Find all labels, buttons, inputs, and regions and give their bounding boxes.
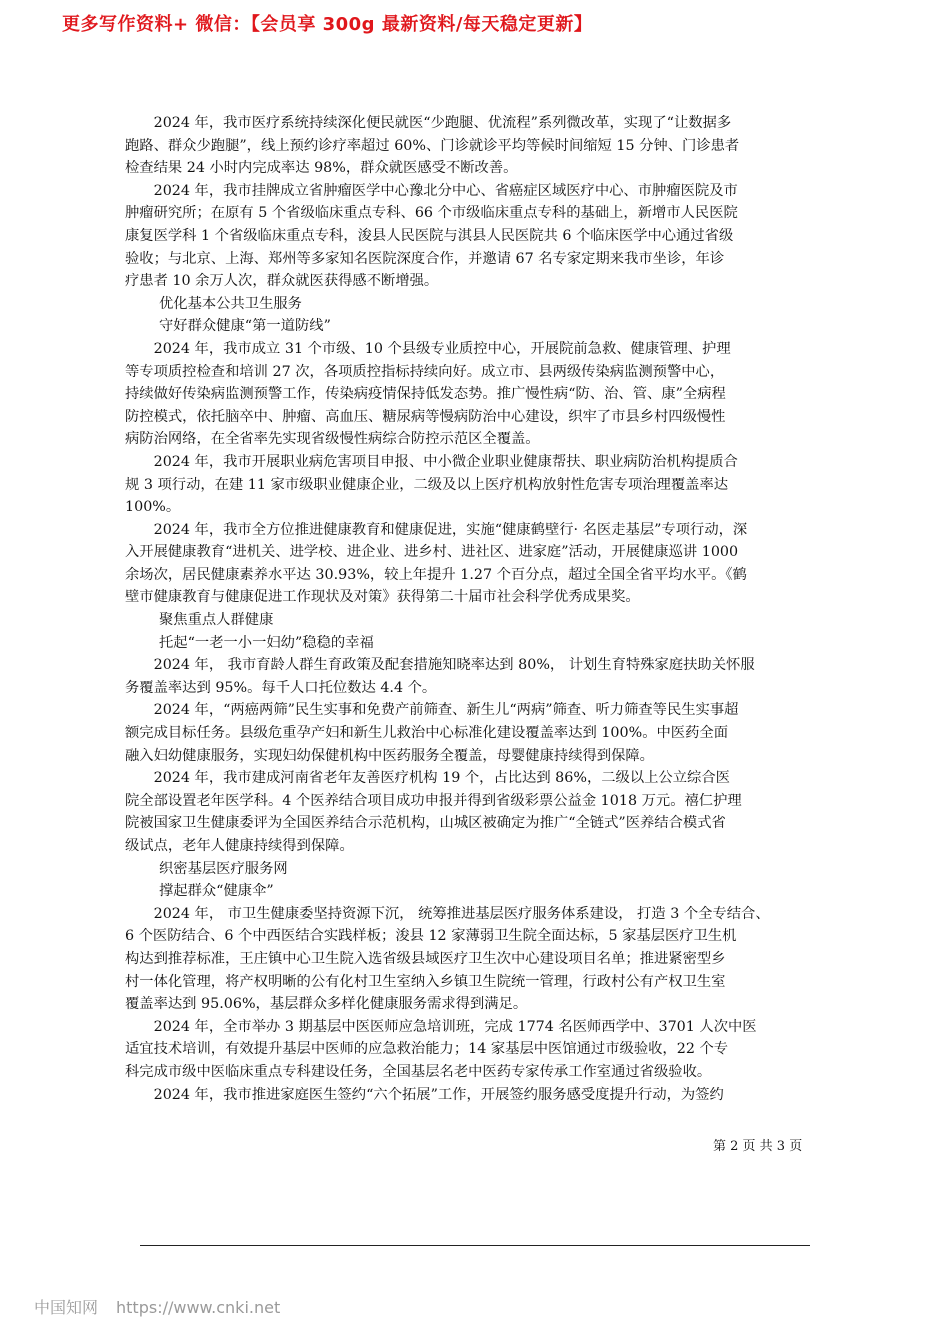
paragraph-line: 疗患者 10 余万人次，群众就医获得感不断增强。: [125, 273, 439, 290]
watermark-url: https://www.cnki.net: [116, 1298, 281, 1317]
paragraph-line: 融入妇幼健康服务，实现妇幼保健机构中医药服务全覆盖，母婴健康持续得到保障。: [125, 747, 654, 764]
paragraph-line: 病防治网络，在全省率先实现省级慢性病综合防控示范区全覆盖。: [125, 431, 540, 448]
paragraph-line: 院被国家卫生健康委评为全国医养结合示范机构，山城区被确定为推广“全链式”医养结合模式省: [125, 815, 726, 832]
paragraph-line: 肿瘤研究所；在原有 5 个省级临床重点专科、66 个市级临床重点专科的基础上，新增市人民医院: [125, 205, 738, 222]
paragraph-line: 等专项质控检查和培训 27 次，各项质控指标持续向好。成立市、县两级传染病监测预警中心，: [125, 363, 725, 380]
paragraph-line: 跑路、群众少跑腿”，线上预约诊疗率超过 60%、门诊就诊平均等候时间缩短 15 分钟、门诊患者: [125, 137, 740, 154]
paragraph-line: 2024 年， 市卫生健康委坚持资源下沉， 统筹推进基层医疗服务体系建设， 打造 3 个全专结合、: [125, 905, 770, 922]
paragraph-line: 务覆盖率达到 95%。每千人口托位数达 4.4 个。: [125, 679, 437, 696]
paragraph-line: 持续做好传染病监测预警工作，传染病疫情保持低发态势。推广慢性病“防、治、管、康”全病程: [125, 386, 726, 403]
paragraph-line: 壁市健康教育与健康促进工作现状及对策》获得第二十届市社会科学优秀成果奖。: [125, 589, 640, 606]
paragraph-line: 2024 年，我市全方位推进健康教育和健康促进，实施“健康鹤壁行· 名医走基层”专项行动，深: [125, 521, 748, 538]
paragraph-line: 康复医学科 1 个省级临床重点专科，浚县人民医院与淇县人民医院共 6 个临床医学中心通过省级: [125, 227, 734, 244]
paragraph-line: 2024 年，我市开展职业病危害项目申报、中小微企业职业健康帮扶、职业病防治机构提质合: [125, 453, 738, 470]
paragraph-line: 覆盖率达到 95.06%，基层群众多样化健康服务需求得到满足。: [125, 996, 528, 1013]
paragraph-line: 2024 年，我市挂牌成立省肿瘤医学中心豫北分中心、省癌症区域医疗中心、市肿瘤医院及市: [125, 182, 738, 199]
paragraph-line: 村一体化管理，将产权明晰的公有化村卫生室纳入乡镇卫生院统一管理，行政村公有产权卫生室: [125, 973, 726, 990]
paragraph-line: 科完成市级中医临床重点专科建设任务，全国基层名老中医药专家传承工作室通过省级验收。: [125, 1063, 712, 1080]
section-heading: 守好群众健康“第一道防线”: [159, 318, 331, 335]
promo-banner: 更多写作资料+ 微信：【会员享 300g 最新资料/每天稳定更新】: [62, 14, 593, 35]
paragraph-line: 防控模式，依托脑卒中、肿瘤、高血压、糖尿病等慢病防治中心建设，织牢了市县乡村四级慢性: [125, 408, 726, 425]
paragraph-line: 2024 年，我市建成河南省老年友善医疗机构 19 个，占比达到 86%，二级以上公立综合医: [125, 770, 730, 787]
paragraph-line: 入开展健康教育“进机关、进学校、进企业、进乡村、进社区、进家庭”活动，开展健康巡讲 1000: [125, 544, 739, 561]
document-body: [125, 112, 825, 1106]
paragraph-line: 级试点，老年人健康持续得到保障。: [125, 838, 354, 854]
paragraph-line: 验收；与北京、上海、郑州等多家知名医院深度合作，并邀请 67 名专家定期来我市坐诊，年诊: [125, 250, 725, 267]
paragraph-line: 额完成目标任务。县级危重孕产妇和新生儿救治中心标准化建设覆盖率达到 100%。中医药全面: [125, 725, 728, 742]
section-heading: 聚焦重点人群健康: [159, 612, 274, 629]
paragraph-line: 适宜技术培训，有效提升基层中医师的应急救治能力；14 家基层中医馆通过市级验收，22 个专: [125, 1041, 729, 1058]
section-heading: 撑起群众“健康伞”: [159, 883, 274, 900]
section-heading: 织密基层医疗服务网: [159, 860, 288, 877]
page-number: 第 2 页 共 3 页: [713, 1139, 803, 1154]
paragraph-line: 构达到推荐标准，王庄镇中心卫生院入选省级县域医疗卫生次中心建设项目名单；推进紧密型乡: [125, 950, 726, 967]
paragraph-line: 2024 年，我市成立 31 个市级、10 个县级专业质控中心，开展院前急救、健康管理、护理: [125, 340, 731, 357]
paragraph-line: 2024 年，“两癌两筛”民生实事和免费产前筛查、新生儿“两病”筛查、听力筛查等民生实事超: [125, 702, 739, 719]
section-heading: 托起“一老一小一妇幼”稳稳的幸福: [159, 634, 374, 651]
paragraph-line: 2024 年，我市推进家庭医生签约“六个拓展”工作，开展签约服务感受度提升行动，为签约: [125, 1086, 724, 1103]
paragraph-line: 6 个医防结合、6 个中西医结合实践样板；浚县 12 家薄弱卫生院全面达标，5 家基层医疗卫生机: [125, 928, 737, 945]
watermark: [34, 1295, 280, 1318]
paragraph-line: 2024 年，全市举办 3 期基层中医医师应急培训班，完成 1774 名医师西学中、3701 人次中医: [125, 1018, 757, 1035]
paragraph-line: 院全部设置老年医学科。4 个医养结合项目成功申报并得到省级彩票公益金 1018 万元。禧仁护理: [125, 792, 742, 809]
watermark-brand: 中国知网: [34, 1298, 99, 1317]
paragraph-line: 100%。: [125, 499, 181, 516]
paragraph-line: 2024 年， 我市育龄人群生育政策及配套措施知晓率达到 80%， 计划生育特殊家庭扶助关怀服: [125, 657, 755, 674]
paragraph-line: 检查结果 24 小时内完成率达 98%，群众就医感受不断改善。: [125, 160, 518, 177]
section-heading: 优化基本公共卫生服务: [159, 295, 302, 312]
footer-divider: [140, 1245, 810, 1246]
paragraph-line: 余场次，居民健康素养水平达 30.93%，较上年提升 1.27 个百分点，超过全国全省平均水平。《鹤: [125, 566, 747, 583]
paragraph-line: 2024 年，我市医疗系统持续深化便民就医“少跑腿、优流程”系列微改革，实现了“让数据多: [125, 115, 732, 131]
paragraph-line: 规 3 项行动，在建 11 家市级职业健康企业，二级及以上医疗机构放射性危害专项治理覆盖率达: [125, 476, 729, 493]
